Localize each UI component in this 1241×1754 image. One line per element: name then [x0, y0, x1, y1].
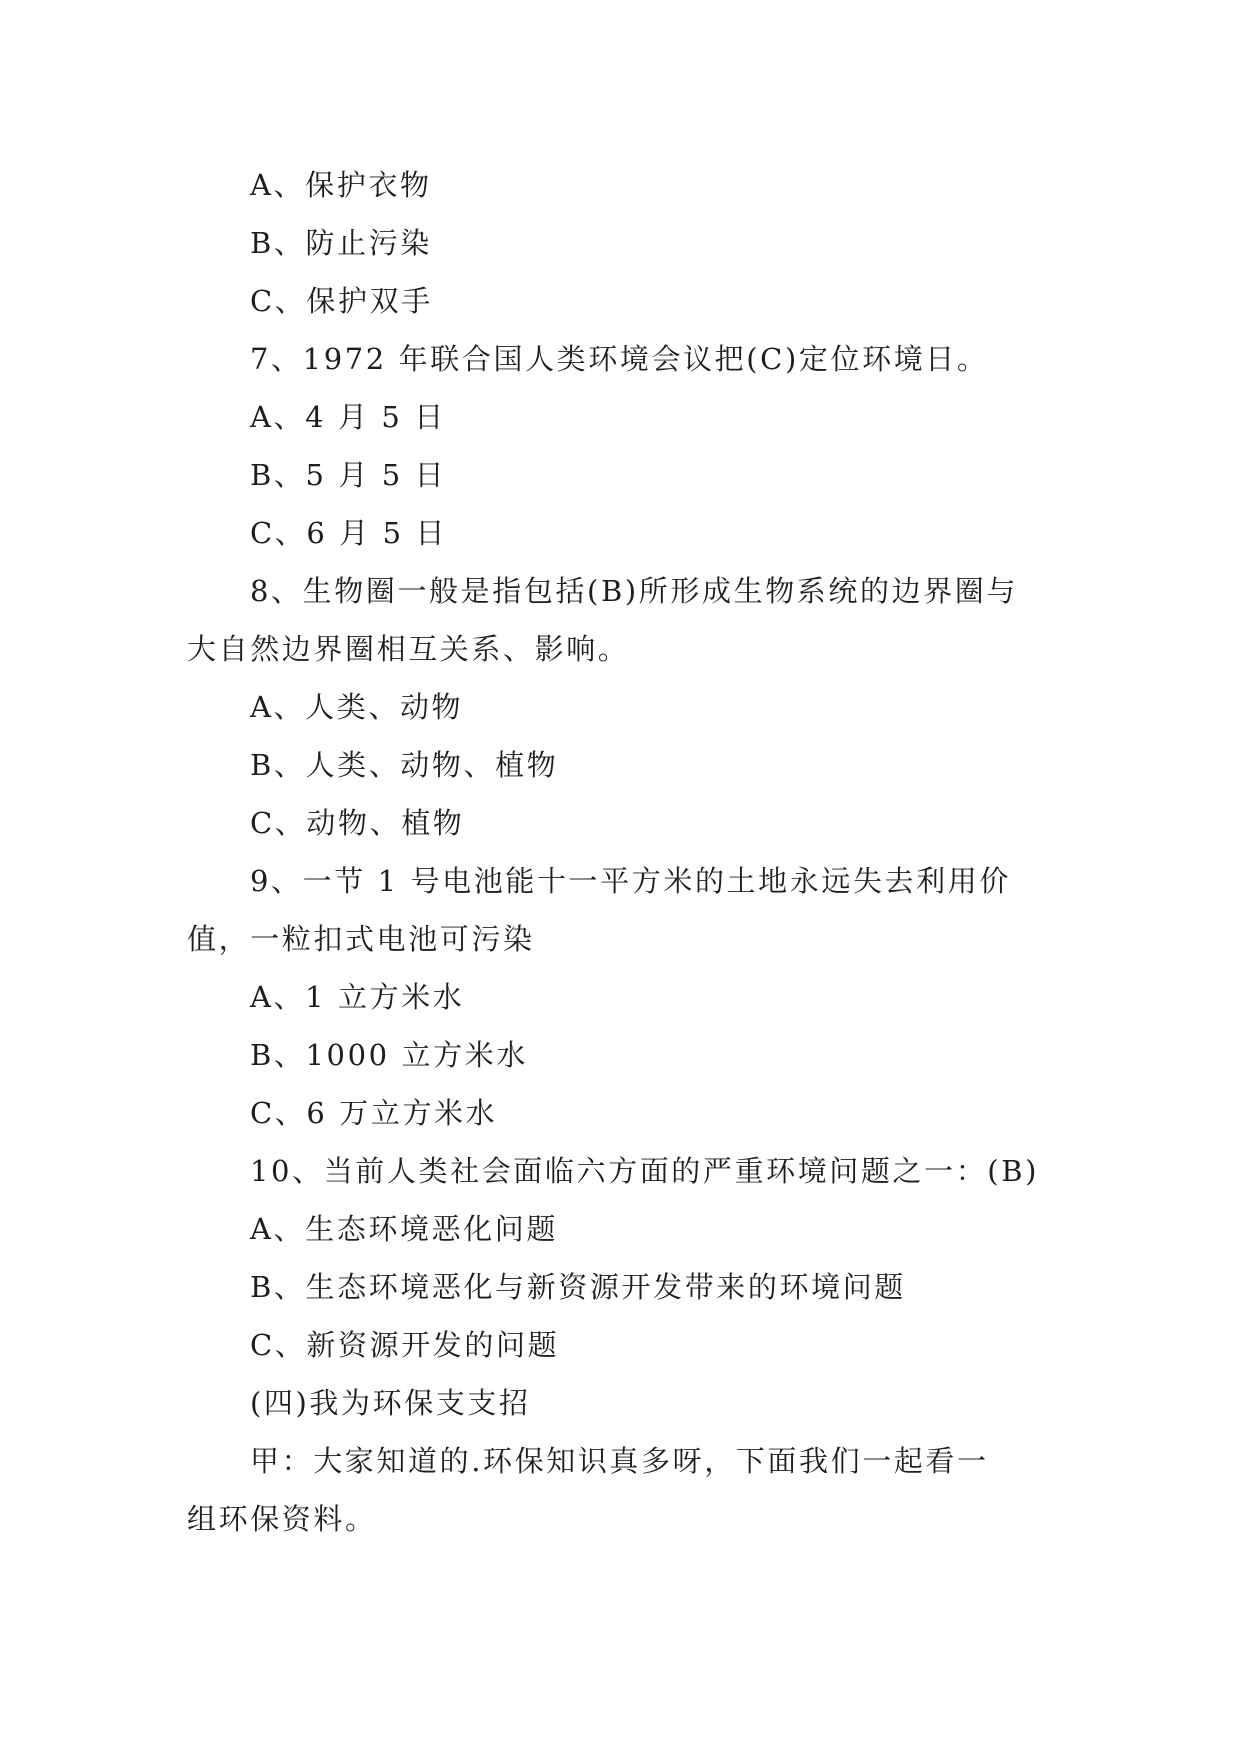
question-10: 10、当前人类社会面临六方面的严重环境问题之一：(B): [250, 1154, 1040, 1188]
question-7-option-a: A、4 月 5 日: [250, 400, 446, 434]
question-10-option-c: C、新资源开发的问题: [250, 1328, 560, 1362]
option-b-prevent-pollution: B、防止污染: [250, 226, 432, 260]
question-7-option-b: B、5 月 5 日: [250, 458, 447, 492]
question-8-option-c: C、动物、植物: [250, 806, 465, 840]
dialogue-jia-line-1: 甲：大家知道的.环保知识真多呀，下面我们一起看一: [250, 1444, 989, 1478]
option-c-protect-hands: C、保护双手: [250, 284, 433, 318]
question-9-line-2: 值，一粒扣式电池可污染: [187, 922, 535, 956]
option-a-protect-clothes: A、保护衣物: [250, 168, 432, 202]
question-8-line-1: 8、生物圈一般是指包括(B)所形成生物系统的边界圈与: [250, 574, 1018, 608]
section-heading-4: (四)我为环保支支招: [250, 1386, 531, 1420]
question-9-option-c: C、6 万立方米水: [250, 1096, 498, 1130]
question-10-option-b: B、生态环境恶化与新资源开发带来的环境问题: [250, 1270, 906, 1304]
question-8-line-2: 大自然边界圈相互关系、影响。: [187, 632, 630, 666]
question-8-option-a: A、人类、动物: [250, 690, 464, 724]
dialogue-jia-line-2: 组环保资料。: [187, 1502, 377, 1536]
question-9-option-b: B、1000 立方米水: [250, 1038, 528, 1072]
question-9-option-a: A、1 立方米水: [250, 980, 465, 1014]
question-10-option-a: A、生态环境恶化问题: [250, 1212, 558, 1246]
document-body: [187, 156, 1053, 1548]
question-9-line-1: 9、一节 1 号电池能十一平方米的土地永远失去利用价: [250, 864, 1011, 898]
question-7: 7、1972 年联合国人类环境会议把(C)定位环境日。: [250, 342, 989, 376]
question-8-option-b: B、人类、动物、植物: [250, 748, 559, 782]
question-7-option-c: C、6 月 5 日: [250, 516, 448, 550]
